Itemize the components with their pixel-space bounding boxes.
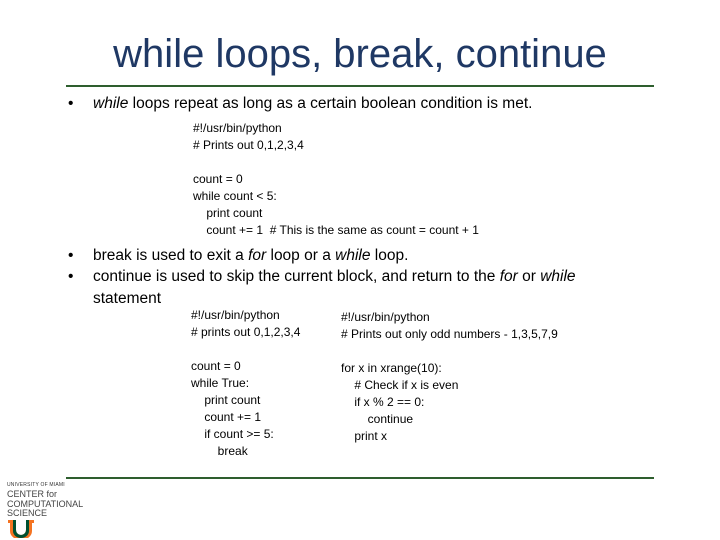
bullet-dot: • [68, 268, 74, 285]
bullet-fragment: or [517, 268, 541, 285]
slide-title: while loops, break, continue [113, 32, 607, 76]
bullet-fragment: is used to exit a [131, 247, 249, 264]
keyword-for: for [499, 268, 518, 285]
bullet-dot: • [68, 95, 74, 112]
code-block-while-example: #!/usr/bin/python # Prints out 0,1,2,3,4 count = 0 while count < 5: print count count += 1 # This is the same as count = count + 1 [193, 121, 479, 237]
logo-university-text: UNIVERSITY OF MIAMI [7, 482, 65, 488]
keyword-while: while [93, 95, 129, 112]
bullet-text-continuation: statement [93, 290, 162, 307]
bullet-fragment: loop. [370, 247, 409, 264]
keyword-while: while [335, 247, 371, 264]
keyword-continue: continue [93, 268, 152, 285]
university-logo [7, 480, 107, 540]
bullet-text [93, 245, 408, 267]
bullet-text [93, 266, 576, 288]
bullet-fragment: loop or a [266, 247, 336, 264]
bullet-dot: • [68, 247, 74, 264]
bullet-fragment: is used to skip the current block, and return to the [151, 268, 500, 285]
bullet-description: loops repeat as long as a certain boolean condition is met. [128, 95, 533, 112]
code-block-continue-example: #!/usr/bin/python # Prints out only odd numbers - 1,3,5,7,9 for x in xrange(10): # Check if x is even if x % 2 == 0: continue print x [341, 310, 558, 443]
bullet-text [93, 93, 532, 115]
code-block-break-example: #!/usr/bin/python # prints out 0,1,2,3,4 count = 0 while True: print count count += 1 if count >= 5: break [191, 308, 301, 458]
u-logo-icon [7, 520, 35, 538]
title-divider [66, 85, 654, 87]
footer-divider [66, 477, 654, 479]
keyword-for: for [248, 247, 267, 264]
keyword-break: break [93, 247, 132, 264]
logo-center-text: CENTER for COMPUTATIONAL SCIENCE [7, 489, 84, 518]
keyword-while: while [540, 268, 576, 285]
